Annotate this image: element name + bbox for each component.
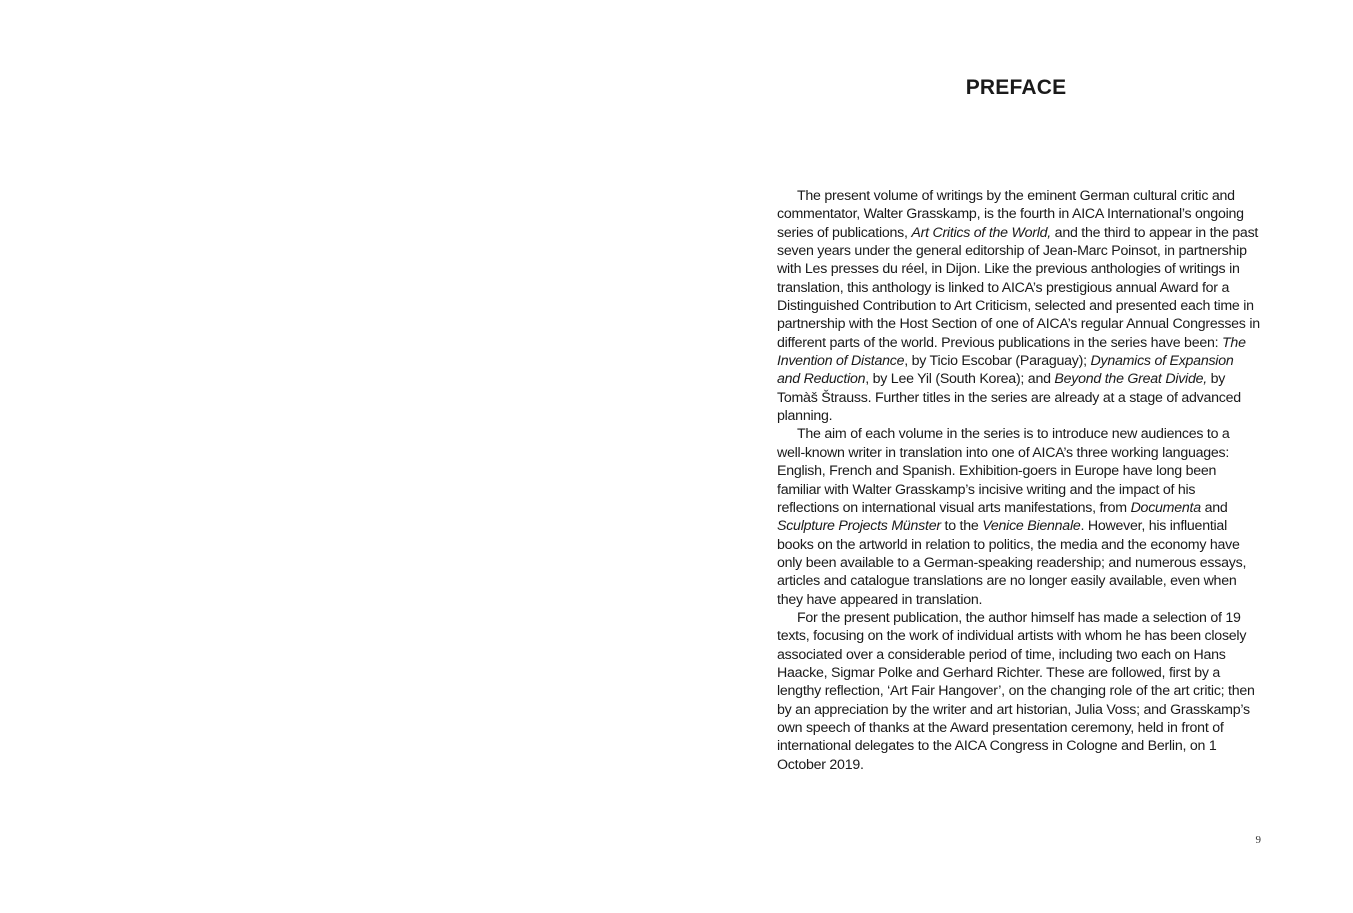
text-run: , by Lee Yil (South Korea); and — [865, 371, 1055, 388]
text-run: The present volume of writings by the eminent German cultural critic and commentator, Walter Grasskamp, is the fourth in AICA International’s ongoing series of publications, — [777, 188, 1244, 241]
text-run: by Tomàš Štrauss. Further titles in the series are already at a stage of advanced planning. — [777, 371, 1241, 425]
right-page — [676, 0, 1353, 913]
page-title: PREFACE — [965, 76, 1067, 99]
italic-title-run: Documenta — [1130, 499, 1201, 516]
paragraph-1 — [777, 187, 1260, 425]
paragraph-2 — [777, 425, 1260, 608]
italic-title-run: The Invention of Distance — [777, 334, 1246, 370]
page-number: 9 — [1255, 834, 1261, 846]
italic-title-run: Venice Biennale — [982, 518, 1081, 535]
italic-title-run: Art Critics of the World, — [911, 224, 1051, 241]
italic-title-run: Dynamics of Expansion and Reduction — [777, 353, 1234, 388]
italic-title-run: Sculpture Projects Münster — [777, 518, 941, 535]
left-page-blank — [0, 0, 676, 913]
text-run: and the third to appear in the past seven years under the general editorship of Jean-Marc Poinsot, in partnership with Les presses du réel, in Dijon. Like the previous anthologies of writings in translation, this anthology is linked to AICA’s prestigious annual Award for a Distinguished Contribution to Art Criticism, selected and presented each time in partnership with the Host Section of one of AICA’s regular Annual Congresses in different parts of the world. Previous publications in the series have been: — [777, 224, 1260, 351]
text-run: and — [1200, 499, 1228, 516]
text-run: . However, his influential books on the artworld in relation to politics, the media and the economy have only been available to a German-speaking readership; and numerous essays, articles and catalogue translations are no longer easily available, even when they have appeared in translation. — [777, 518, 1247, 608]
text-run: The aim of each volume in the series is to introduce new audiences to a well-known writer in translation into one of AICA’s three working languages: English, French and Spanish. Exhibition-goers in Europe have long been familiar with Walter Grasskamp’s incisive writing and the impact of his reflections on international visual arts manifestations, from — [777, 426, 1230, 516]
text-run: to the — [940, 518, 983, 535]
text-run: , by Ticio Escobar (Paraguay); — [904, 353, 1091, 370]
paragraph-3 — [777, 609, 1260, 774]
preface-body — [777, 187, 1260, 774]
italic-title-run: Beyond the Great Divide, — [1054, 371, 1207, 388]
text-run: For the present publication, the author himself has made a selection of 19 texts, focusing on the work of individual artists with whom he has been closely associated over a considerable period of time, including two each on Hans Haacke, Sigmar Polke and Gerhard Richter. These are followed, first by a lengthy reflection, ‘Art Fair Hangover’, on the changing role of the art critic; then by an appreciation by the writer and art historian, Julia Voss; and Grasskamp’s own speech of thanks at the Award presentation ceremony, held in front of international delegates to the AICA Congress in Cologne and Berlin, on 1 October 2019. — [777, 609, 1255, 773]
